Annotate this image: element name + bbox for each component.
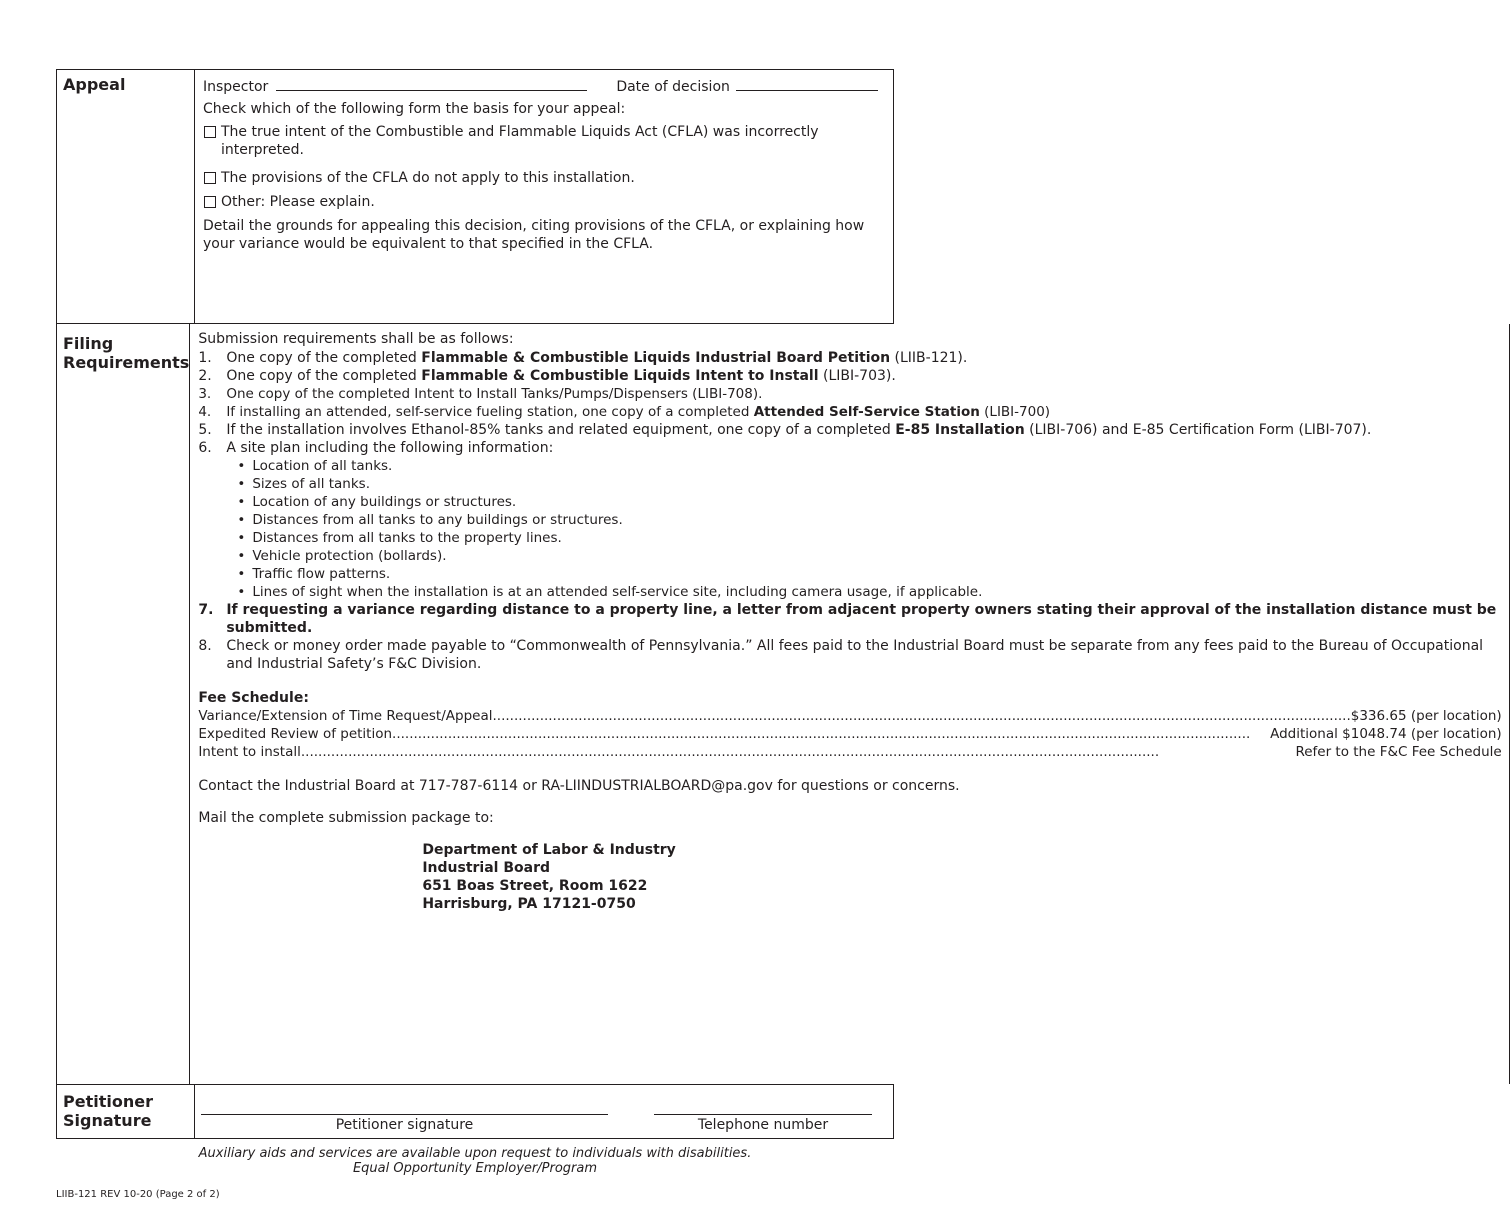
appeal-detail-instructions: Detail the grounds for appealing this decision, citing provisions of the CFLA, or explaining how your variance would be equivalent to that specified in the CFLA. <box>203 218 865 252</box>
contact-text: Contact the Industrial Board at 717-787-6114 or RA-LIINDUSTRIALBOARD@pa.gov for questions or concerns. <box>198 778 960 794</box>
filing-requirements-label <box>56 324 190 1084</box>
item-bold-text: Flammable & Combustible Liquids Intent to Install <box>421 368 819 384</box>
bullet-item: • Distances from all tanks to the property lines. <box>237 530 562 546</box>
list-item <box>198 601 1501 637</box>
address-line: Industrial Board <box>422 860 551 876</box>
bullet-item: • Distances from all tanks to any buildings or structures. <box>237 512 623 528</box>
signature-content <box>195 1085 894 1138</box>
item-number: 8. <box>198 638 212 654</box>
fee-amount: $336.65 (per location) <box>1350 708 1502 724</box>
signature-label-line1: Petitioner <box>63 1092 153 1111</box>
accessibility-notice <box>0 1146 950 1176</box>
item-text: A site plan including the following information: <box>226 440 554 456</box>
list-item <box>198 385 1501 403</box>
option-other-checkbox[interactable] <box>204 196 216 208</box>
item-text: One copy of the completed <box>226 368 422 384</box>
bullet-text: Lines of sight when the installation is at an attended self-service site, including camera usage, if applicable. <box>252 584 983 600</box>
list-item <box>198 403 1501 421</box>
item-number: 6. <box>198 440 212 456</box>
list-item <box>198 439 1501 601</box>
appeal-label: Appeal <box>56 70 195 323</box>
form-id: LIIB-121 REV 10-20 (Page 2 of 2) <box>56 1189 220 1200</box>
item-text: (LIBI-706) and E-85 Certification Form (LIBI-707). <box>1024 422 1372 438</box>
petitioner-signature-label <box>56 1085 195 1138</box>
bullet-item: • Vehicle protection (bollards). <box>237 548 447 564</box>
site-plan-bullets <box>226 457 1501 601</box>
notice-line: Auxiliary aids and services are available upon request to individuals with disabilities. <box>198 1146 752 1161</box>
option-intent-misinterpreted-label: The true intent of the Combustible and Flammable Liquids Act (CFLA) was incorrectly interpreted. <box>221 124 819 158</box>
item-number: 3. <box>198 386 212 402</box>
date-of-decision-field[interactable] <box>736 78 878 91</box>
item-bold-text: Flammable & Combustible Liquids Industrial Board Petition <box>421 350 891 366</box>
item-bold-text: E-85 Installation <box>895 422 1025 438</box>
notice-line: Equal Opportunity Employer/Program <box>352 1161 598 1176</box>
filing-label-line2: Requirements <box>63 353 190 372</box>
petitioner-signature-caption: Petitioner signature <box>201 1114 608 1134</box>
fee-schedule-title: Fee Schedule: <box>198 690 309 706</box>
option-not-applicable-label: The provisions of the CFLA do not apply to this installation. <box>221 170 635 186</box>
item-text: One copy of the completed Intent to Install Tanks/Pumps/Dispensers (LIBI-708). <box>226 386 763 402</box>
item-text: (LIBI-700) <box>979 404 1051 420</box>
item-number: 5. <box>198 422 212 438</box>
requirements-list <box>198 349 1501 673</box>
appeal-detail-area[interactable] <box>203 253 886 313</box>
filing-requirements-section <box>56 324 1502 1085</box>
inspector-label: Inspector <box>203 79 269 95</box>
item-text: Check or money order made payable to “Commonwealth of Pennsylvania.” All fees paid to the Industrial Board must be separate from any fees paid to the Bureau of Occupational and Industrial Safety’s F&C Division. <box>226 638 1484 672</box>
bullet-item: • Location of any buildings or structures. <box>237 494 517 510</box>
list-item <box>198 637 1501 673</box>
filing-label-line1: Filing <box>63 334 114 353</box>
fee-amount: Refer to the F&C Fee Schedule <box>1295 744 1502 760</box>
mailing-address <box>198 841 1501 913</box>
inspector-field[interactable] <box>276 78 587 91</box>
bullet-item: • Sizes of all tanks. <box>237 476 370 492</box>
telephone-number-field[interactable] <box>654 1114 872 1134</box>
address-line: 651 Boas Street, Room 1622 <box>422 878 648 894</box>
fee-row <box>198 707 1501 725</box>
bullet-text: Distances from all tanks to the property lines. <box>252 530 562 546</box>
bullet-text: Vehicle protection (bollards). <box>252 548 447 564</box>
bullet-text: Location of any buildings or structures. <box>252 494 517 510</box>
address-line: Harrisburg, PA 17121-0750 <box>422 896 636 912</box>
telephone-number-caption: Telephone number <box>654 1114 872 1134</box>
list-item <box>198 349 1501 367</box>
bullet-text: Location of all tanks. <box>252 458 393 474</box>
signature-label-line2: Signature <box>63 1111 152 1130</box>
petitioner-signature-field[interactable] <box>201 1114 608 1134</box>
option-not-applicable-checkbox[interactable] <box>204 172 216 184</box>
bullet-text: Distances from all tanks to any buildings or structures. <box>252 512 623 528</box>
item-bold-text: Attended Self-Service Station <box>753 404 980 420</box>
item-number: 1. <box>198 350 212 366</box>
bullet-text: Traffic flow patterns. <box>252 566 391 582</box>
fee-row <box>198 743 1501 761</box>
fee-name: Variance/Extension of Time Request/Appeal <box>198 708 493 724</box>
check-intro: Check which of the following form the basis for your appeal: <box>203 101 626 117</box>
submission-intro: Submission requirements shall be as follows: <box>198 331 514 347</box>
appeal-section <box>56 70 894 324</box>
list-item <box>198 421 1501 439</box>
item-number: 7. <box>198 602 214 618</box>
item-text: One copy of the completed <box>226 350 422 366</box>
item-text: (LIIB-121). <box>890 350 968 366</box>
bullet-text: Sizes of all tanks. <box>252 476 370 492</box>
bullet-item: • Location of all tanks. <box>237 458 393 474</box>
fee-schedule <box>198 707 1501 761</box>
item-text: If installing an attended, self-service fueling station, one copy of a completed <box>226 404 754 420</box>
item-bold-text: If requesting a variance regarding distance to a property line, a letter from adjacent property owners stating their approval of the installation distance must be submitted. <box>226 602 1497 636</box>
petition-form <box>56 69 1502 1139</box>
option-intent-misinterpreted-checkbox[interactable] <box>204 126 216 138</box>
item-number: 2. <box>198 368 212 384</box>
option-other-label: Other: Please explain. <box>221 194 375 210</box>
date-of-decision-label: Date of decision <box>616 79 730 95</box>
fee-name: Expedited Review of petition <box>198 726 393 742</box>
petitioner-signature-section <box>56 1085 894 1138</box>
item-number: 4. <box>198 404 212 420</box>
fee-amount: Additional $1048.74 (per location) <box>1270 726 1502 742</box>
mail-intro: Mail the complete submission package to: <box>198 810 494 826</box>
filing-content <box>190 324 1509 1084</box>
bullet-item: • Traffic flow patterns. <box>237 566 391 582</box>
fee-row <box>198 725 1501 743</box>
item-text: (LIBI-703). <box>818 368 896 384</box>
bullet-item: • Lines of sight when the installation is at an attended self-service site, including camera usage, if applicable. <box>237 584 983 600</box>
appeal-content <box>195 70 894 323</box>
list-item <box>198 367 1501 385</box>
address-line: Department of Labor & Industry <box>422 842 676 858</box>
fee-name: Intent to install <box>198 744 301 760</box>
item-text: If the installation involves Ethanol-85% tanks and related equipment, one copy of a completed <box>226 422 896 438</box>
